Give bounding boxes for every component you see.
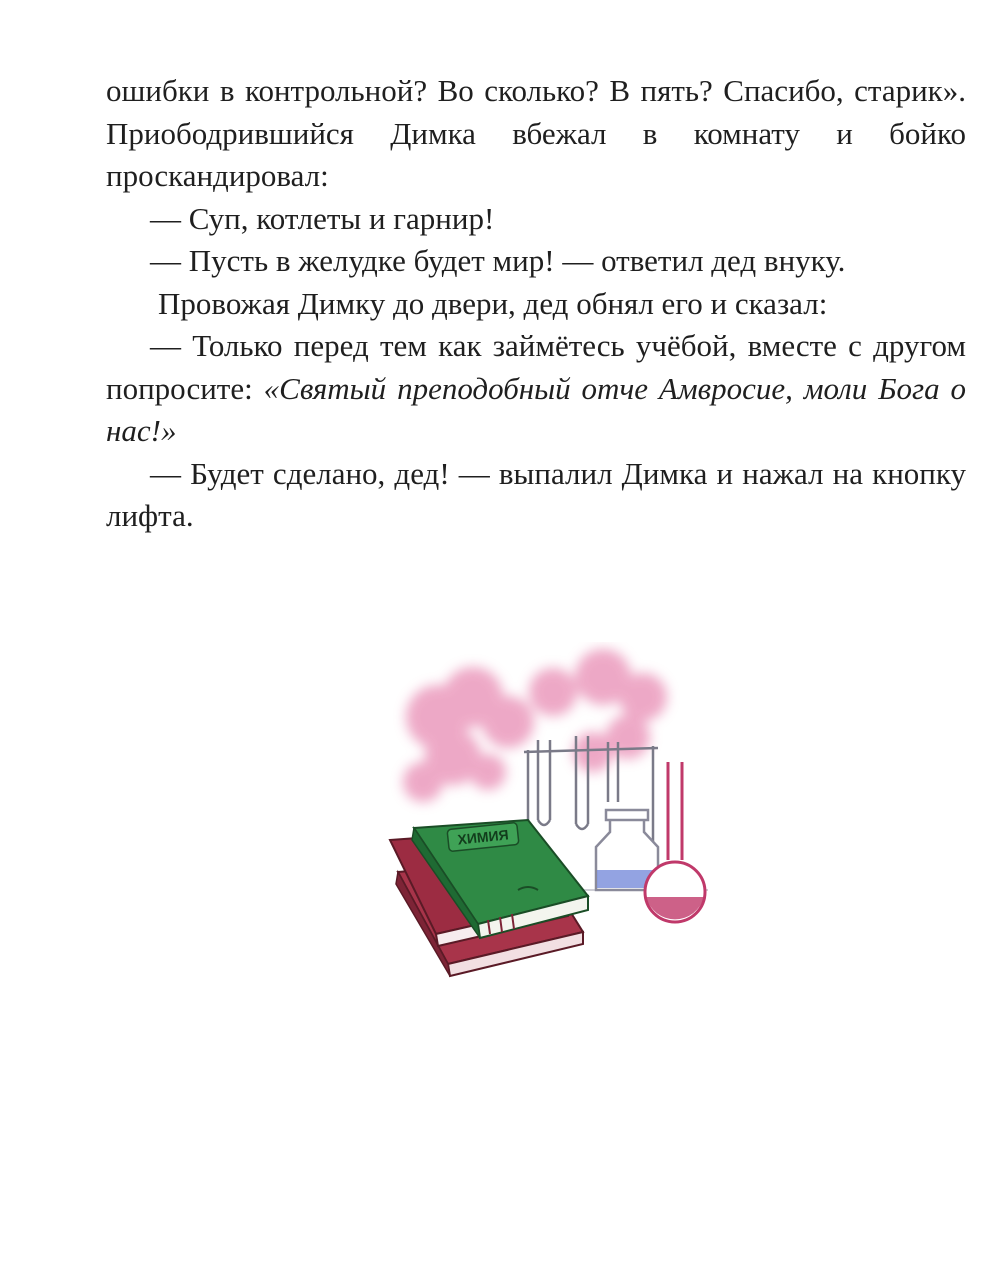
- smoke-cloud: [403, 649, 667, 802]
- paragraph-1: ошибки в контрольной? Во сколько? В пять? Спасибо, старик». Приободрившийся Димка вбежал в комнату и бойко проскандировал:: [106, 73, 966, 193]
- paragraph-2: — Суп, котлеты и гарнир!: [150, 200, 495, 236]
- chemistry-illustration: [378, 642, 708, 982]
- paragraph-6: — Будет сделано, дед! — выпалил Димка и нажал на кнопку лифта.: [106, 455, 966, 533]
- paragraph-5-text: — Только перед тем как займётесь учёбой, вместе с другом попросите:: [106, 328, 966, 406]
- prayer-quote: «Святый преподобный отче Амвросие, моли Бога о нас!»: [106, 370, 966, 448]
- paragraph-3: — Пусть в желудке будет мир! — ответил дед внуку.: [150, 243, 846, 278]
- paragraph-4: Провожая Димку до двери, дед обнял его и сказал:: [158, 285, 828, 321]
- book-title: ХИМИЯ: [456, 826, 510, 848]
- paragraph-5: [106, 325, 966, 453]
- page-text: [106, 70, 966, 538]
